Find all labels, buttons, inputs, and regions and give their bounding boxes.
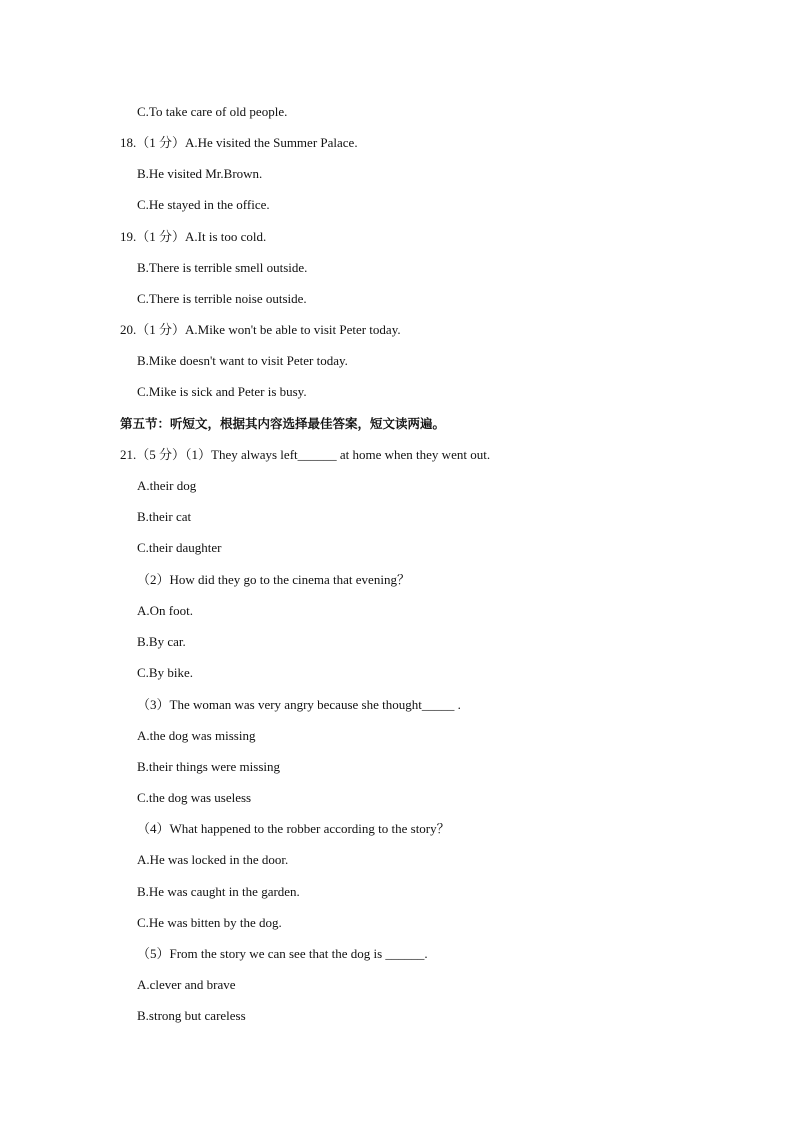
option-21-3a: A.the dog was missing bbox=[137, 728, 256, 743]
question-21-part-3: （3）The woman was very angry because she thought_____ . bbox=[137, 697, 461, 712]
option-17c: C.To take care of old people. bbox=[137, 104, 288, 119]
option-21-2b: B.By car. bbox=[137, 634, 186, 649]
option-21-2c: C.By bike. bbox=[137, 665, 193, 680]
option-21-5a: A.clever and brave bbox=[137, 977, 236, 992]
option-20b: B.Mike doesn't want to visit Peter today. bbox=[137, 353, 348, 368]
question-21-part-5: （5）From the story we can see that the dog is ______. bbox=[137, 946, 428, 961]
option-19b: B.There is terrible smell outside. bbox=[137, 260, 308, 275]
question-21-part-4: （4）What happened to the robber according to the story？ bbox=[137, 821, 450, 836]
question-21-part-1: 21.（5 分）（1）They always left______ at home when they went out. bbox=[120, 447, 491, 462]
option-21-4c: C.He was bitten by the dog. bbox=[137, 915, 282, 930]
option-21-2a: A.On foot. bbox=[137, 603, 193, 618]
option-21-4a: A.He was locked in the door. bbox=[137, 852, 289, 867]
option-21-1a: A.their dog bbox=[137, 478, 197, 493]
option-19c: C.There is terrible noise outside. bbox=[137, 291, 307, 306]
question-21-part-2: （2）How did they go to the cinema that evening？ bbox=[137, 572, 410, 587]
option-21-1c: C.their daughter bbox=[137, 540, 222, 555]
section-heading: 第五节：听短文，根据其内容选择最佳答案，短文读两遍。 bbox=[120, 416, 446, 431]
option-18b: B.He visited Mr.Brown. bbox=[137, 166, 263, 181]
option-21-5b: B.strong but careless bbox=[137, 1008, 246, 1023]
option-21-1b: B.their cat bbox=[137, 509, 192, 524]
option-21-3b: B.their things were missing bbox=[137, 759, 280, 774]
option-20c: C.Mike is sick and Peter is busy. bbox=[137, 384, 307, 399]
question-19: 19.（1 分）A.It is too cold. bbox=[120, 229, 267, 244]
question-20: 20.（1 分）A.Mike won't be able to visit Peter today. bbox=[120, 322, 401, 337]
question-18: 18.（1 分）A.He visited the Summer Palace. bbox=[120, 135, 358, 150]
option-21-4b: B.He was caught in the garden. bbox=[137, 884, 300, 899]
option-18c: C.He stayed in the office. bbox=[137, 197, 270, 212]
option-21-3c: C.the dog was useless bbox=[137, 790, 252, 805]
